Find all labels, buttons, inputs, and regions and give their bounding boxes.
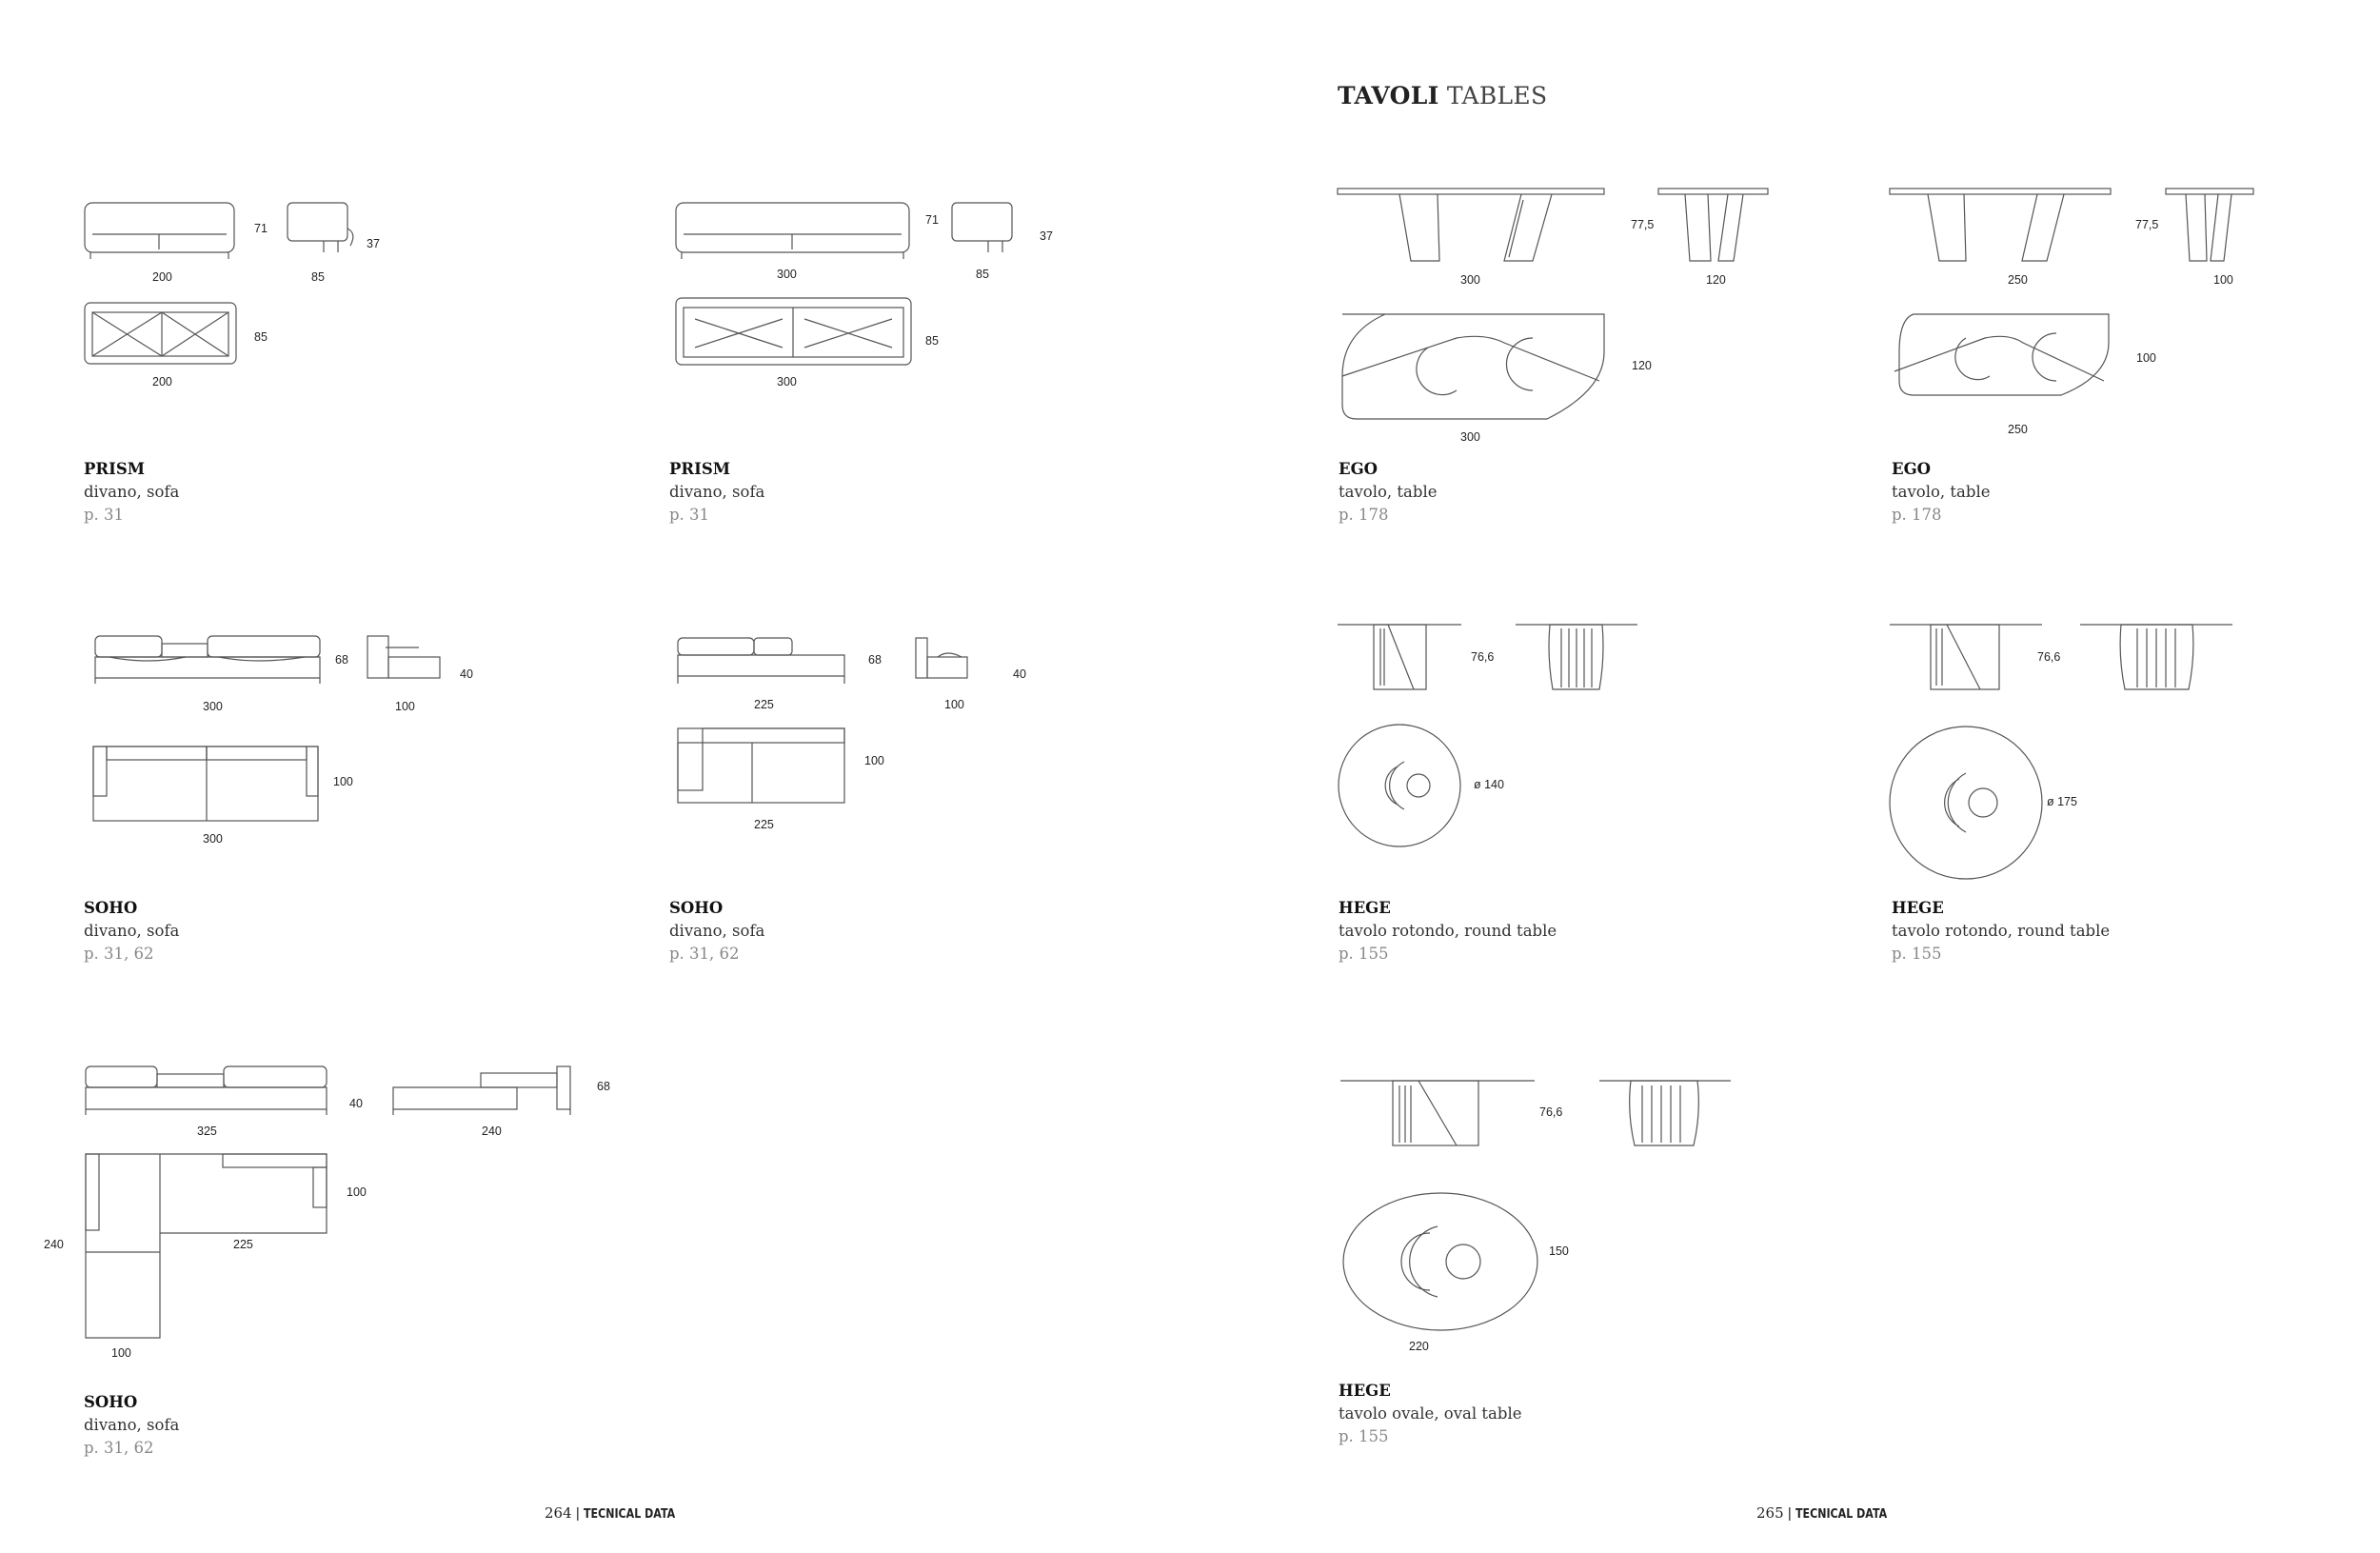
dim-label: 100 [864,754,884,767]
dim-label: 250 [2008,273,2028,287]
dim-label: 120 [1632,359,1652,372]
product-name: PRISM [669,460,731,478]
dim-label: 85 [925,334,939,348]
dim-label: ø 140 [1474,778,1504,791]
product-page-ref: p. 178 [1339,506,1389,524]
dim-label: 77,5 [1631,218,1655,231]
dim-label: 225 [754,698,774,711]
dim-label: 40 [460,667,473,681]
product-caption [669,897,764,966]
dim-label: 120 [1706,273,1726,287]
dim-label: 37 [1040,229,1053,243]
product-name: HEGE [1339,1382,1391,1400]
dim-label: 300 [777,375,797,388]
product-caption [1892,458,1991,527]
dim-label: 77,5 [2135,218,2159,231]
dim-label: 68 [335,653,348,667]
product-page-ref: p. 178 [1892,506,1942,524]
dim-label: 250 [2008,423,2028,436]
dim-label: 225 [233,1238,253,1251]
product-description: tavolo ovale, oval table [1339,1404,1522,1423]
dim-label: 220 [1409,1340,1429,1353]
product-description: tavolo, table [1339,483,1438,501]
dim-label: 300 [1460,430,1480,444]
dim-label: 200 [152,270,172,284]
product-description: divano, sofa [84,483,180,501]
dim-label: 100 [944,698,964,711]
dim-label: 100 [395,700,415,713]
product-name: PRISM [84,460,146,478]
dim-label: 40 [349,1097,363,1110]
product-caption [669,458,764,527]
dim-label: 300 [203,700,223,713]
dim-label: 85 [254,330,268,344]
product-page-ref: p. 155 [1892,945,1942,963]
dim-label: 300 [203,832,223,846]
product-page-ref: p. 31, 62 [84,1439,154,1457]
dim-label: 150 [1549,1244,1569,1258]
hege-oval-drawing [1340,1081,1731,1330]
footer-label: TECNICAL DATA [1795,1507,1888,1522]
soho-225-drawing [678,638,967,803]
product-caption [1339,1380,1522,1448]
dim-label: 68 [597,1080,610,1093]
dim-label: 100 [2213,273,2233,287]
footer-right [1756,1504,1903,1522]
product-name: EGO [1892,460,1932,478]
dim-label: 200 [152,375,172,388]
hege-175-drawing [1890,625,2232,879]
dim-label: 100 [2136,351,2156,365]
section-title-bold: TAVOLI [1338,82,1439,110]
dim-label: 225 [754,818,774,831]
page-number: 264 [545,1504,572,1522]
dim-label: 85 [976,268,989,281]
dim-label: 100 [111,1346,131,1360]
product-description: tavolo, table [1892,483,1991,501]
dim-label: 240 [44,1238,64,1251]
soho-300-drawing [93,636,440,821]
prism-300-drawing [676,203,1012,365]
dim-label: 68 [868,653,882,667]
product-name: EGO [1339,460,1378,478]
product-name: SOHO [84,1393,138,1411]
dim-label: 325 [197,1125,217,1138]
product-caption [84,897,179,966]
footer-left [545,1504,691,1522]
soho-corner-drawing [86,1066,570,1338]
product-description: divano, sofa [84,922,180,940]
product-caption [84,1391,179,1460]
product-caption [84,458,179,527]
product-name: SOHO [84,899,138,917]
product-page-ref: p. 31 [669,506,710,524]
dim-label: 76,6 [2037,650,2061,664]
dim-label: 100 [347,1185,367,1199]
dim-label: ø 175 [2047,795,2077,808]
product-page-ref: p. 31, 62 [84,945,154,963]
product-description: divano, sofa [84,1416,180,1434]
footer-separator: | [1787,1505,1792,1522]
section-title-light: TABLES [1446,82,1548,110]
dim-label: 71 [925,213,939,227]
dim-label: 100 [333,775,353,788]
product-name: HEGE [1339,899,1391,917]
product-page-ref: p. 31, 62 [669,945,740,963]
product-description: divano, sofa [669,483,765,501]
product-caption [1339,897,1557,966]
dim-label: 71 [254,222,268,235]
product-description: tavolo rotondo, round table [1892,922,2111,940]
product-description: divano, sofa [669,922,765,940]
product-name: SOHO [669,899,724,917]
footer-label: TECNICAL DATA [583,1507,676,1522]
page-number: 265 [1756,1504,1784,1522]
dim-label: 85 [311,270,325,284]
product-caption [1892,897,2110,966]
dim-label: 37 [367,237,380,250]
product-page-ref: p. 155 [1339,1427,1389,1445]
dim-label: 40 [1013,667,1026,681]
dim-label: 300 [1460,273,1480,287]
ego-300-drawing [1338,189,1768,419]
dim-label: 76,6 [1471,650,1495,664]
product-description: tavolo rotondo, round table [1339,922,1557,940]
ego-250-drawing [1890,189,2253,395]
dim-label: 300 [777,268,797,281]
product-name: HEGE [1892,899,1944,917]
dim-label: 76,6 [1539,1105,1563,1119]
footer-separator: | [575,1505,580,1522]
product-page-ref: p. 31 [84,506,125,524]
product-caption [1339,458,1438,527]
product-page-ref: p. 155 [1339,945,1389,963]
dim-label: 240 [482,1125,502,1138]
